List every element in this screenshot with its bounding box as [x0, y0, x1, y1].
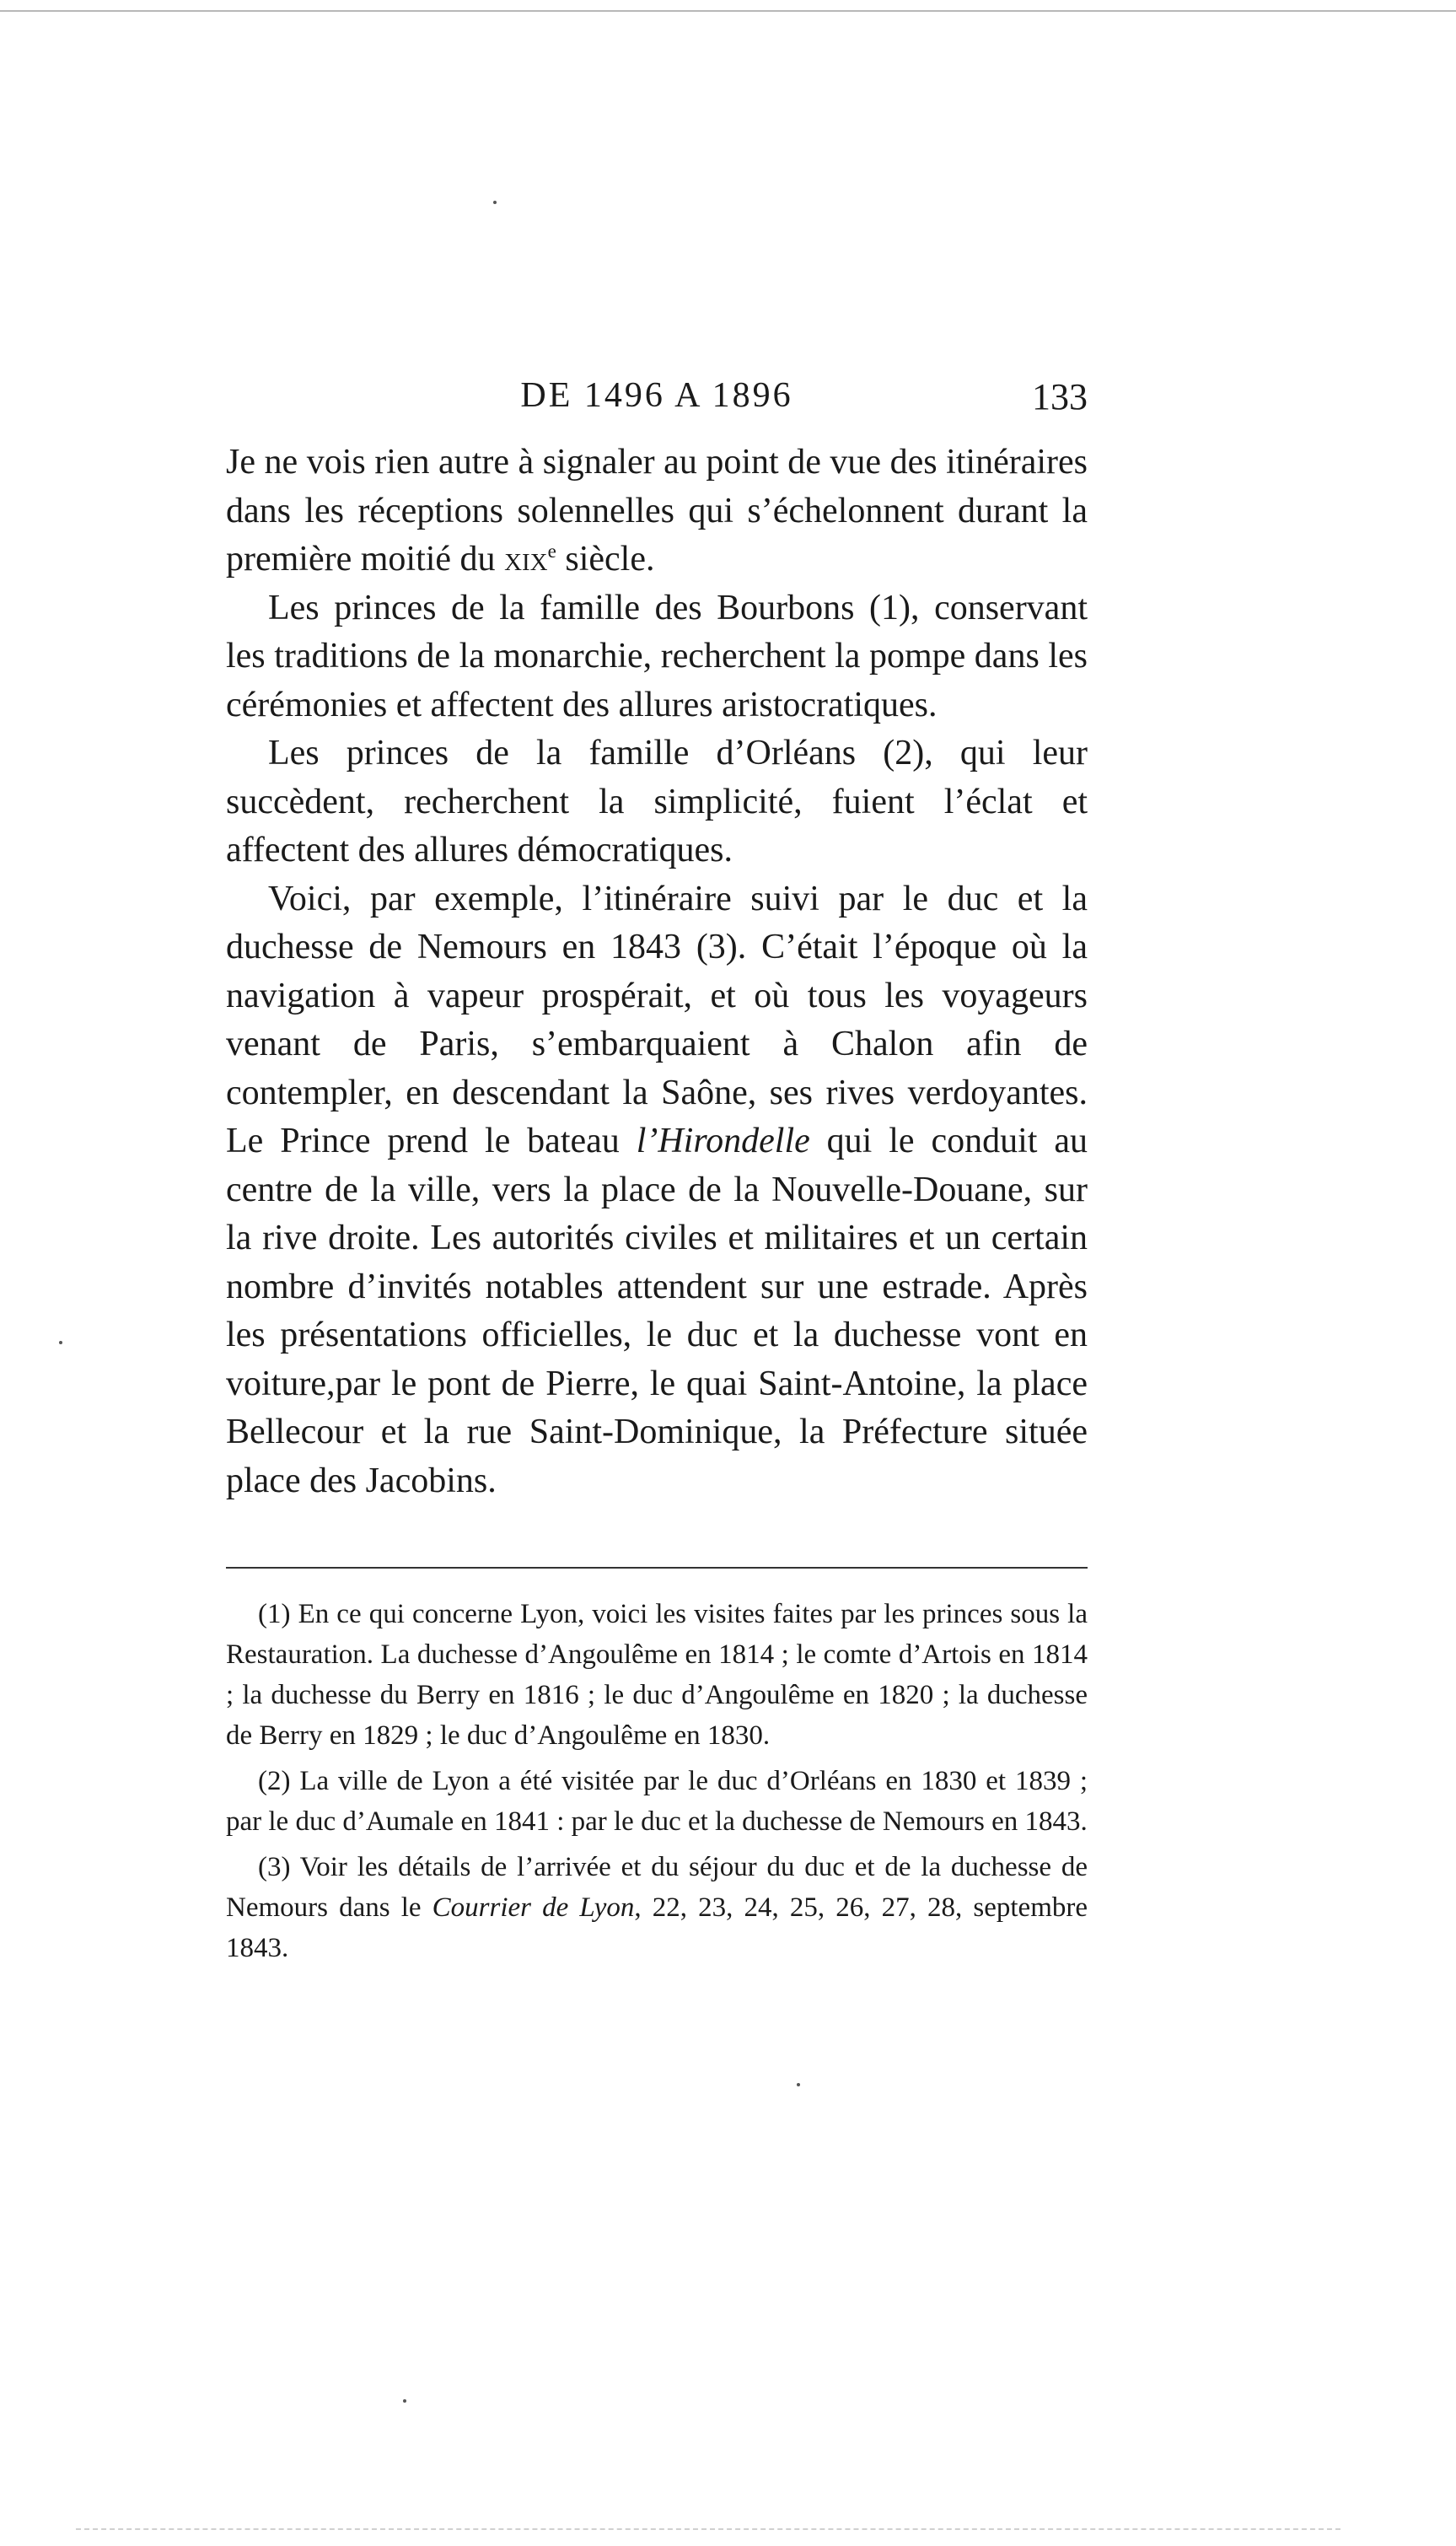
page-number: 133 — [1032, 376, 1088, 417]
footnote-3-end: , 22, 23, 24, 25, 26, 27, 28, septembre 1843. — [226, 1892, 1088, 1963]
paper-speck — [59, 1341, 62, 1344]
newspaper-title: Courrier de Lyon — [432, 1892, 635, 1923]
century-superscript: e — [547, 540, 556, 562]
paper-speck — [797, 2083, 800, 2086]
main-text — [226, 439, 1088, 1505]
footnotes — [226, 1594, 1088, 1973]
paragraph-3: Les princes de la famille d’Orléans (2), qui leur succèdent, recherchent la simplicité, fuient l’éclat et affectent des allures démocratiques. — [226, 734, 1088, 869]
paragraph-4 — [226, 875, 1088, 1506]
page-bottom-edge — [76, 2528, 1340, 2530]
footnote-1: (1) En ce qui concerne Lyon, voici les visites faites par les princes sous la Restauration. La duchesse d’Angoulême en 1814 ; le comte d’Artois en 1814 ; la duchesse du Berry en 1816 ; le duc d’Angoulême en 1820 ; la duchesse de Berry en 1829 ; le duc d’Angoulême en 1830. — [226, 1599, 1088, 1751]
paragraph-2: Les princes de la famille des Bourbons (1), conservant les traditions de la monarchie, recherchent la pompe dans les cérémonies et affectent des allures aristocratiques. — [226, 588, 1088, 724]
page-top-edge — [0, 10, 1456, 12]
paragraph-1 — [226, 439, 1088, 584]
running-head-title: DE 1496 A 1896 — [520, 376, 793, 415]
paragraph-4-end: qui le conduit au centre de la ville, vers la place de la Nouvelle-Douane, sur la rive droite. Les autorités civiles et militaires et un certain nombre d’invités notables attendent sur une estrade. Après les présentations officielles, le duc et la duchesse vont en voiture,par le pont de Pierre, le quai Saint-Antoine, la place Bellecour et la rue Saint-Dominique, la Préfecture située place des Jacobins. — [226, 1122, 1088, 1500]
paper-speck — [403, 2399, 406, 2403]
footnote-3-text: (3) Voir les détails de l’arrivée et du séjour du duc et de la duchesse de Nemours dans le — [226, 1852, 1088, 1923]
running-head — [226, 375, 1088, 423]
footnote-3 — [226, 1847, 1088, 1968]
century-numeral: xix — [504, 540, 548, 579]
footnote-2: (2) La ville de Lyon a été visitée par le duc d’Orléans en 1830 et 1839 ; par le duc d’Aumale en 1841 : par le duc et la duchesse de Nemours en 1843. — [226, 1766, 1088, 1837]
paper-speck — [493, 201, 497, 204]
footnote-separator — [226, 1567, 1088, 1569]
paragraph-1-text: Je ne vois rien autre à signaler au point de vue des itinéraires dans les réceptions solennelles qui s’échelonnent durant la première moitié du — [226, 443, 1088, 579]
boat-name: l’Hirondelle — [636, 1122, 810, 1160]
paragraph-1-end: siècle. — [556, 540, 655, 579]
paragraph-4-text: Voici, par exemple, l’itinéraire suivi par le duc et la duchesse de Nemours en 1843 (3). C’était l’époque où la navigation à vapeur prospérait, et où tous les voyageurs venant de Paris, s’embarquaient à Chalon afin de contempler, en descendant la Saône, ses rives verdoyantes. Le Prince prend le bateau — [226, 879, 1088, 1160]
